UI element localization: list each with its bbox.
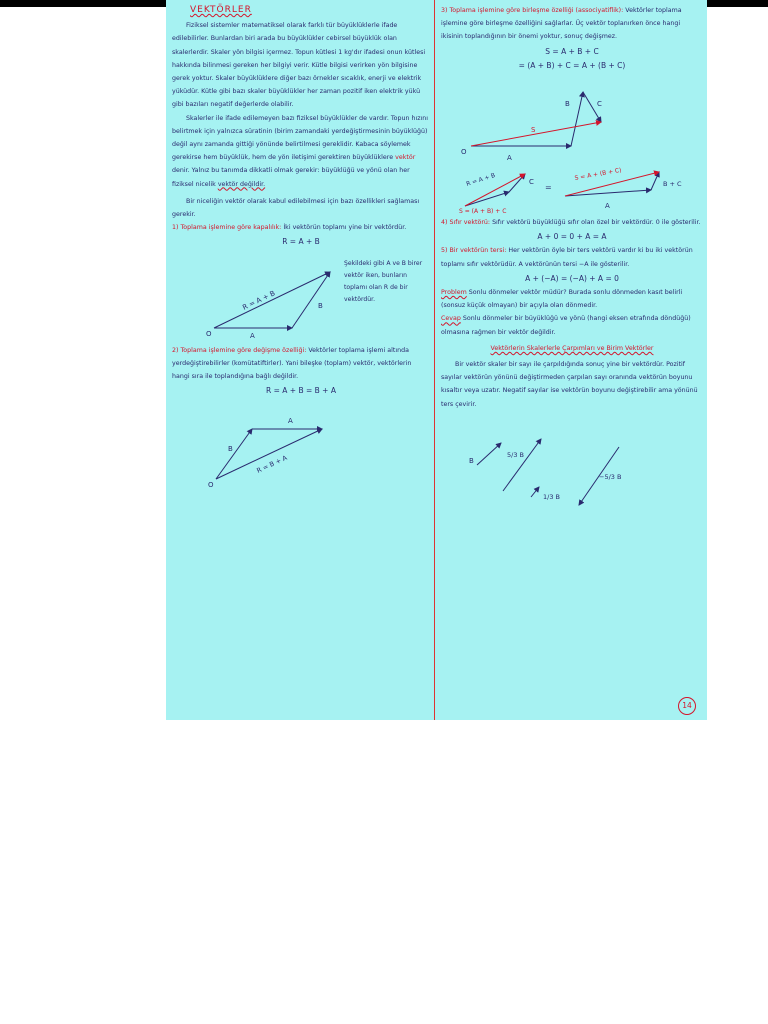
- fig3-label-c: C: [597, 100, 602, 109]
- column-divider: [434, 0, 435, 720]
- property-4-equation: A + 0 = 0 + A = A: [537, 232, 607, 242]
- property-1: [172, 221, 430, 234]
- figure-5-diagram: [441, 413, 703, 509]
- intro-paragraph-3: Bir niceliğin vektör olarak kabul edilebilmesi için bazı özellikleri sağlaması gerekir.: [172, 197, 420, 219]
- section-heading: [441, 342, 703, 355]
- problem-text: Sonlu dönmeler vektör müdür? Burada sonlu dönmeden kasıt belirli (sonsuz küçük olmayan) bir açıyla olan dönmedir.: [441, 289, 683, 310]
- property-4: [441, 216, 703, 229]
- answer: [441, 312, 703, 338]
- section-paragraph: Bir vektör skaler bir sayı ile çarpıldığında sonuç yine bir vektördür. Pozitif sayılar vektörün yönünü değiştirmeden çarpılan sayı oranında vektörün boyunu kısaltır veya uzatır. Negatif sayılar ise vektörün boyunu değiştirebilir ama yönünü ters çevirir.: [441, 361, 698, 408]
- right-column: [441, 4, 703, 511]
- fig1-label-r: R = A + B: [241, 288, 277, 312]
- fig5-label-b13: 1/3 B: [543, 492, 560, 501]
- vector-r-arrow: [214, 272, 330, 328]
- fig3-label-a: A: [507, 154, 512, 163]
- intro-paragraph-2b: denir. Yalnız bu tanımda dikkatli olmak gerekir: büyüklüğü ve yönü olan her fiziksel nicelik: [172, 167, 410, 188]
- fig2-vector-r-arrow: [216, 429, 322, 479]
- fig1-label-b: B: [318, 301, 323, 310]
- property-4-text: Sıfır vektörü büyüklüğü sıfır olan özel bir vektördür. 0 ile gösterilir.: [492, 219, 701, 227]
- property-4-title: 4) Sıfır vektörü:: [441, 219, 491, 227]
- figure-4-diagram: [441, 166, 703, 214]
- figure-3-diagram: [441, 74, 703, 164]
- figure-1-caption: Şekildeki gibi A ve B birer vektör iken, bunların toplamı olan R de bir vektördür.: [344, 259, 423, 303]
- property-1-text: İki vektörün toplamı yine bir vektördür.: [283, 224, 407, 232]
- fig3-vector-b-arrow: [571, 92, 583, 146]
- property-2-title: 2) Toplama işlemine göre değişme özelliği:: [172, 346, 307, 354]
- fig4-bc-arrow: [651, 172, 659, 190]
- problem-label: Problem: [441, 289, 467, 297]
- fig2-label-b: B: [228, 445, 233, 454]
- fig5-label-b: B: [469, 456, 474, 465]
- fig4-label-c: C: [529, 178, 534, 187]
- fig4-label-bc-sum: S = A + (B + C): [574, 166, 623, 182]
- fig4-label-bc: B + C: [663, 180, 682, 189]
- fig5-label-b53: 5/3 B: [507, 450, 524, 459]
- fig2-label-o: O: [208, 481, 214, 490]
- property-3-title: 3) Toplama işlemine göre birleşme özelliği (associyatiflik):: [441, 7, 624, 14]
- fig5-b13-arrow: [531, 487, 539, 497]
- fig3-vector-s-arrow: [471, 122, 601, 146]
- vector-b-arrow: [292, 272, 330, 328]
- fig4-label-res: S = (A + B) + C: [459, 208, 507, 215]
- fig4-label-a: A: [605, 202, 610, 211]
- vector-word: vektör: [395, 154, 416, 162]
- fig1-label-a: A: [250, 331, 255, 338]
- intro-paragraph-1: Fiziksel sistemler matematiksel olarak farklı tür büyüklüklerle ifade edilebilirler. Bunlardan biri arada bu büyüklükler cebirsel büyüklük olan skalerlerdir. Skaler yön bilgisi içermez. Topun kütlesi 1 kg'dır ifadesi onun kütlesi hakkında bilinmesi gereken her bilgiyi verir. Kütle bilgisi verirken yön bilgisine gerek yoktur. Skaler büyüklüklere diğer bazı örnekler sıcaklık, enerji ve elektrik yüküdür. Kütle gibi bazı skaler büyüklükler her zaman pozitif iken elektrik yükü gibi bazıları negatif değerlerde olabilir.: [172, 22, 426, 109]
- property-3: [441, 4, 703, 44]
- intro-paragraph-2: [172, 112, 430, 191]
- property-2-text: Vektörler toplama işlemi altında yerdeğiştirebilirler (komütatiftirler). Yani bileşke (toplam) vektör, vektörlerin hangi sıra ile toplandığına bağlı değildir.: [172, 346, 412, 381]
- fig3-label-b: B: [565, 100, 570, 109]
- answer-label: Cevap: [441, 315, 461, 323]
- fig2-label-r: R = B + A: [255, 454, 289, 476]
- property-3-equation-1: S = A + B + C: [545, 46, 599, 56]
- property-2: [172, 344, 430, 384]
- fig4-equals: =: [545, 183, 552, 193]
- figure-1: [172, 250, 430, 338]
- property-5-title: 5) Bir vektörün tersi:: [441, 247, 507, 255]
- intro-paragraph-2a: Skalerler ile ifade edilemeyen bazı fiziksel büyüklükler de vardır. Topun hızını belirtmek için yalnızca süratinin (birim zamandaki yerdeğiştirmesinin büyüklüğü) değil aynı zamanda gittiği yönünde belirtilmesi gereklidir. Kabaca söylemek gerekirse hem büyüklük, hem de yön iletişimi gerektiren büyüklüklere: [172, 114, 429, 162]
- fig4-label-ab: R = A + B: [465, 171, 497, 188]
- fig5-b-arrow: [477, 443, 501, 465]
- property-3-equation-2: = (A + B) + C = A + (B + C): [518, 60, 626, 70]
- fig4-c-arrow: [509, 174, 525, 192]
- property-5-text: Her vektörün öyle bir ters vektörü vardır ki bu iki vektörün toplamı sıfır vektörüdür. A vektörünün tersi −A ile gösterilir.: [441, 247, 693, 268]
- figure-1-diagram: [172, 250, 352, 338]
- section-title: Vektörlerin Skalerlerle Çarpımları ve Birim Vektörler: [490, 344, 654, 352]
- answer-text: Sonlu dönmeler bir büyüklüğü ve yönü (hangi eksen etrafında döndüğü) olmasına rağmen bir vektör değildir.: [441, 315, 691, 336]
- problem: [441, 286, 703, 312]
- fig5-label-bneg: −5/3 B: [599, 472, 622, 481]
- page-number: 14: [678, 697, 696, 715]
- property-2-equation: R = A + B = B + A: [266, 386, 336, 396]
- fig3-label-o: O: [461, 148, 467, 157]
- notebook-page: [166, 0, 707, 720]
- fig1-label-o: O: [206, 329, 212, 338]
- fig5-b53-arrow: [503, 439, 541, 491]
- left-column: [172, 4, 430, 491]
- property-5: [441, 244, 703, 270]
- fig2-vector-b-arrow: [216, 429, 252, 479]
- fig2-label-a: A: [288, 417, 293, 426]
- property-1-title: 1) Toplama işlemine göre kapalılık:: [172, 224, 282, 232]
- property-3-text: Vektörler toplama işlemine göre birleşme özelliğini sağlarlar. Üç vektör toplanırken önce hangi ikisinin toplandığının bir önemi yoktur, sonuç değişmez.: [441, 7, 682, 41]
- fig3-label-s: S: [531, 126, 536, 135]
- page-title: VEKTÖRLER: [190, 5, 252, 15]
- property-5-equation: A + (−A) = (−A) + A = 0: [525, 273, 619, 283]
- property-1-equation: R = A + B: [282, 237, 320, 247]
- figure-2-diagram: [172, 399, 352, 489]
- not-vector-text: vektör değildir.: [217, 180, 266, 188]
